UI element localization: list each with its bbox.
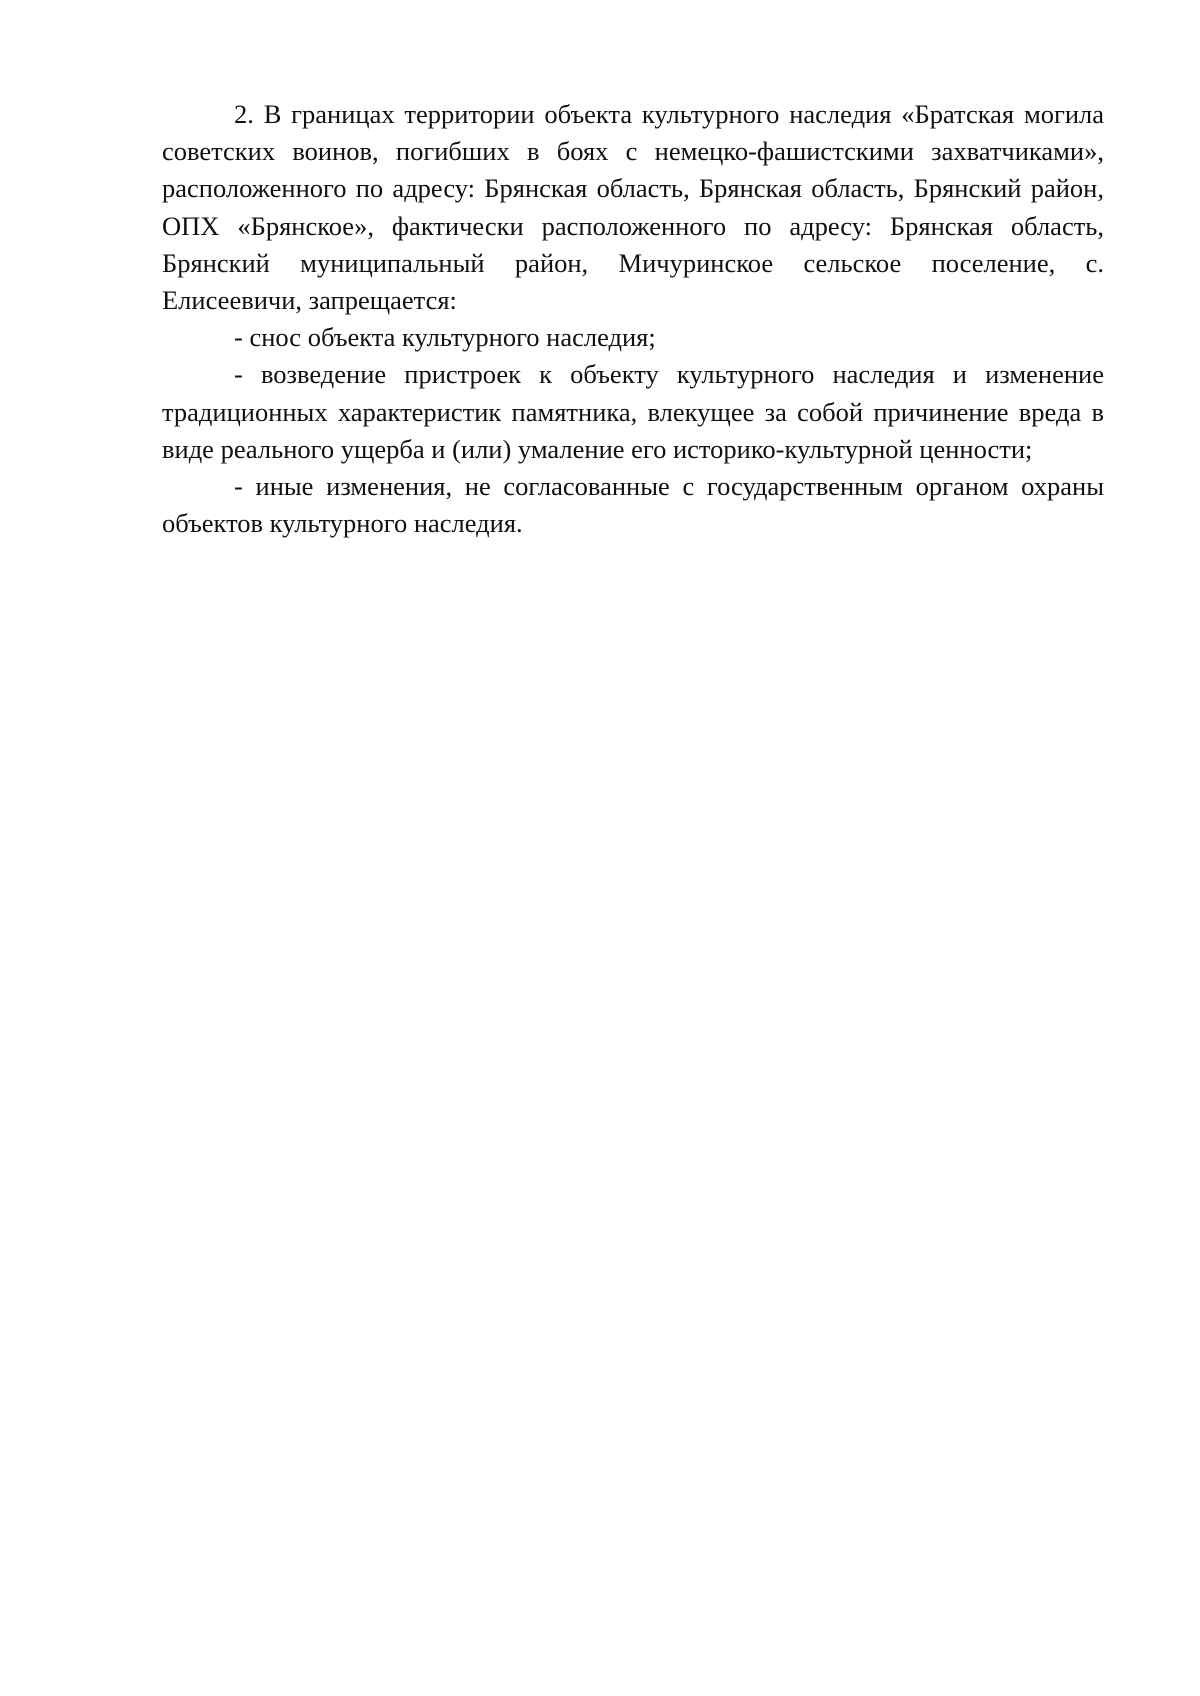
list-item-other-changes: - иные изменения, не согласованные с государственным органом охраны объектов культурного наследия. — [162, 471, 1104, 539]
list-item-extensions: - возведение пристроек к объекту культурного наследия и изменение традиционных характеристик памятника, влекущее за собой причинение вреда в виде реального ущерба и (или) умаление его историко-культурной ценности; — [162, 359, 1104, 464]
list-item-demolition: - снос объекта культурного наследия; — [234, 322, 656, 353]
document-body — [162, 96, 1104, 542]
paragraph-prohibitions-intro: 2. В границах территории объекта культурного наследия «Братская могила советских воинов, погибших в боях с немецко-фашистскими захватчиками», расположенного по адресу: Брянская область, Брянская область, Брянский район, ОПХ «Брянское», фактически расположенного по адресу: Брянская область, Брянский муниципальный район, Мичуринское сельское поселение, с. Елисеевичи, запрещается: — [162, 99, 1104, 316]
